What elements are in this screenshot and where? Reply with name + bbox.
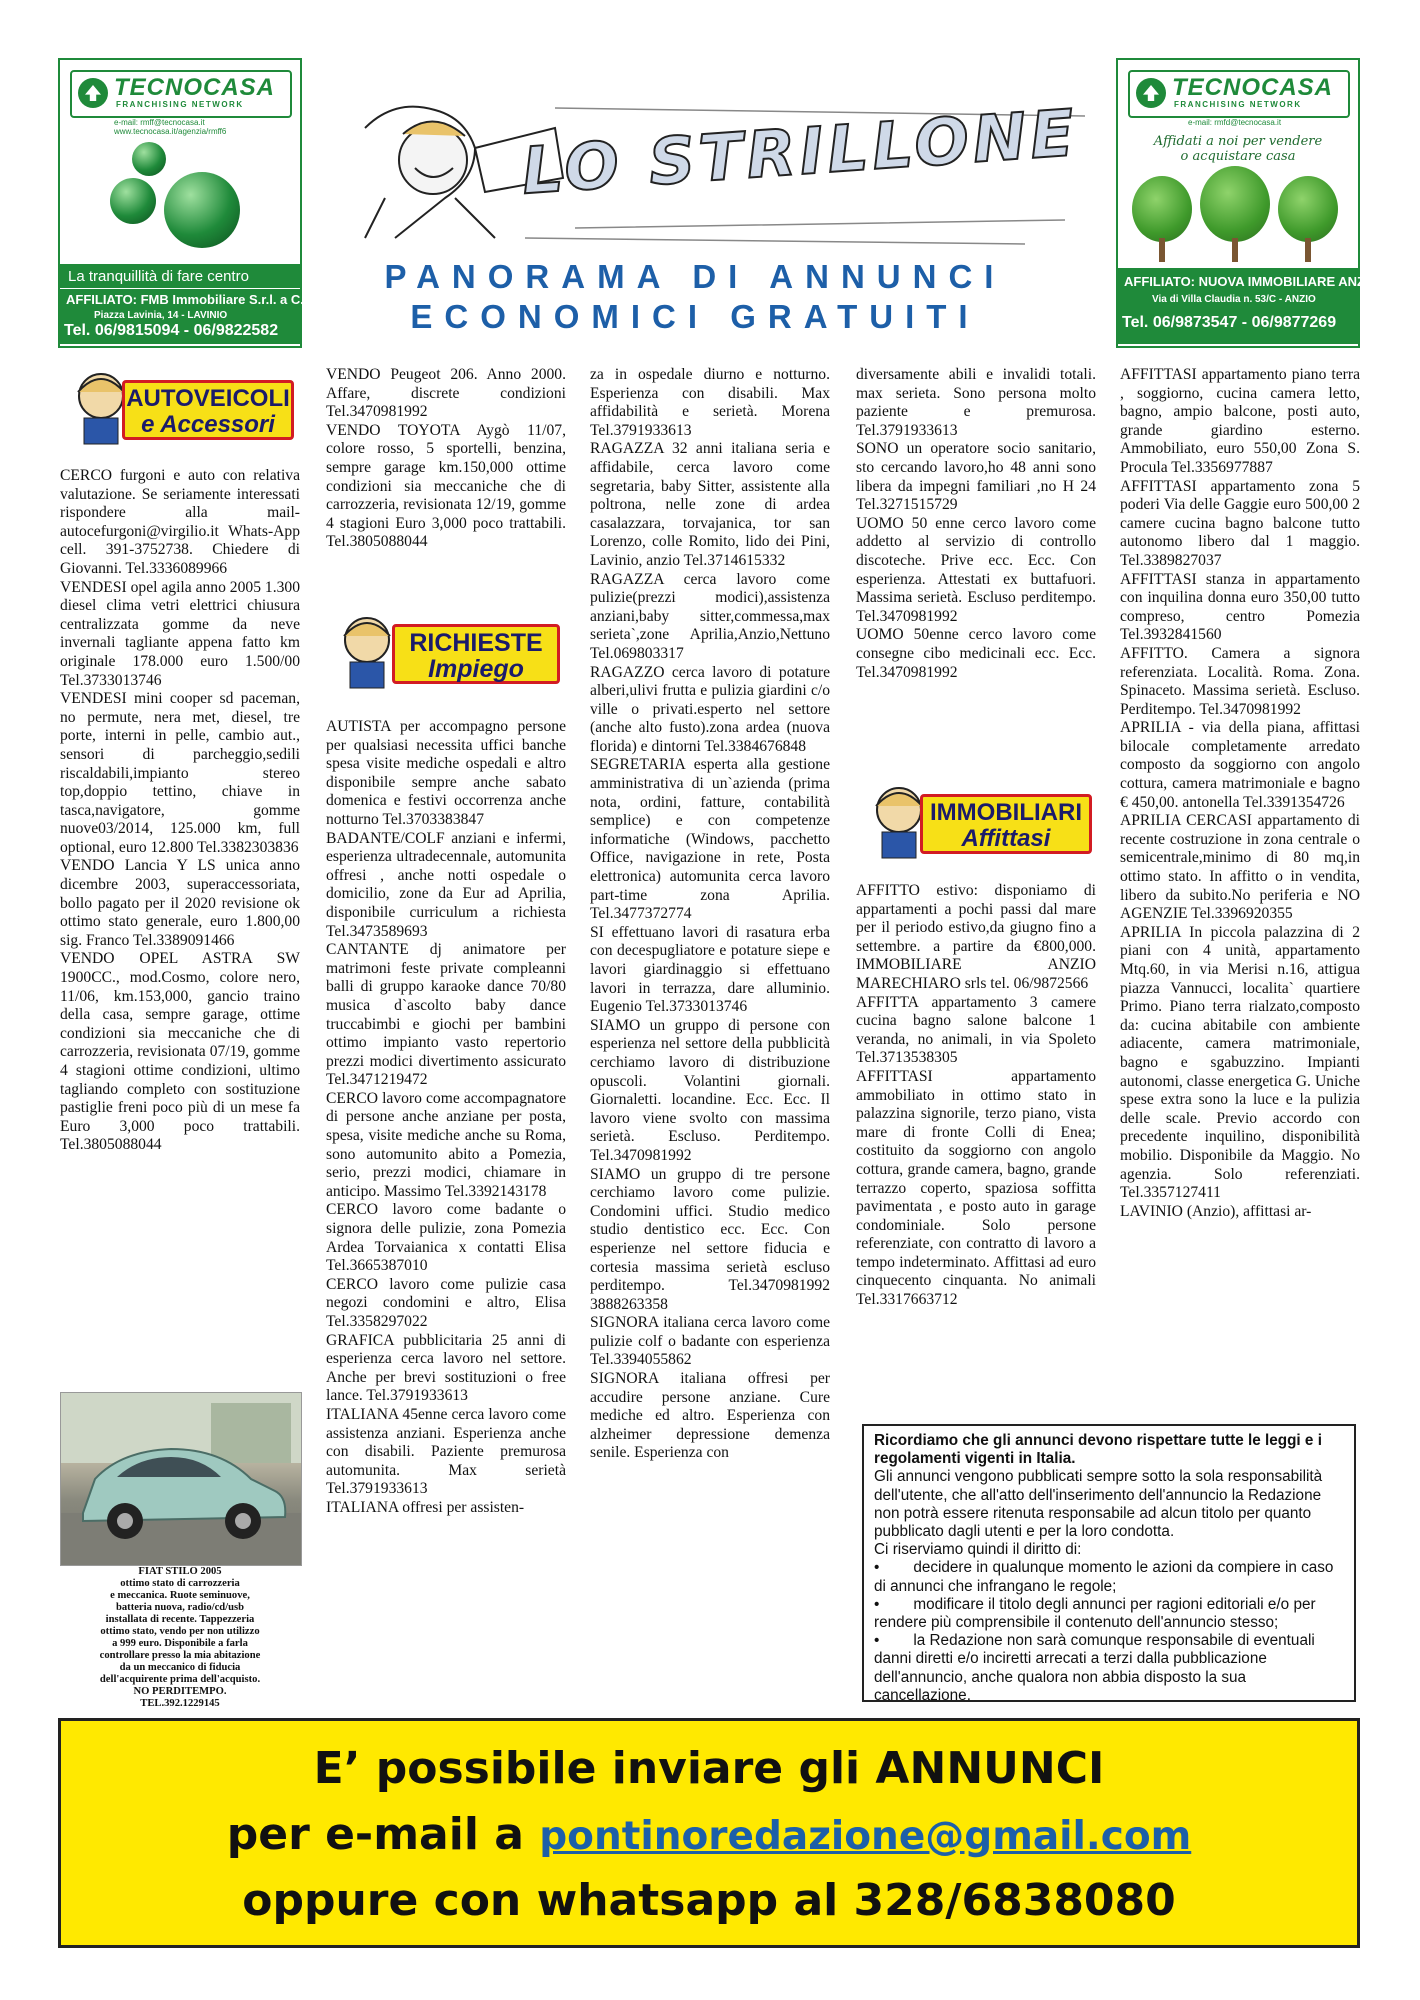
section-title: IMMOBILIARI	[930, 799, 1082, 826]
section-title: AUTOVEICOLI	[126, 385, 290, 412]
section-header-autoveicoli	[62, 362, 294, 452]
brand-network: FRANCHISING NETWORK	[116, 100, 244, 109]
section-header-immobiliari-affittasi	[860, 776, 1092, 866]
ball-icon	[110, 178, 156, 224]
brand-name: TECNOCASA	[114, 74, 276, 101]
classified-ad: CERCO lavoro come pulizie casa negozi condomini e altro, Elisa Tel.3358297022	[326, 1275, 566, 1330]
section-subtitle: Impiego	[428, 655, 524, 683]
caption-line: installata di recente. Tappezzeria	[105, 1614, 255, 1625]
banner-email-prefix: per e-mail a	[226, 1809, 524, 1860]
tree-house-icon	[1200, 166, 1270, 262]
bullet-icon: •	[874, 1595, 914, 1613]
rules-notice-box	[862, 1424, 1356, 1702]
classified-ad: ITALIANA offresi per assisten-	[326, 1498, 525, 1516]
caption-line: FIAT STILO 2005	[138, 1566, 222, 1577]
masthead-logo-text: LO STRILLONE	[519, 96, 1081, 210]
brand-name: TECNOCASA	[1172, 74, 1334, 101]
brand-network: FRANCHISING NETWORK	[1174, 100, 1302, 109]
column-5	[1120, 366, 1360, 1221]
caption-line: e meccanica. Ruote seminuove,	[110, 1590, 250, 1601]
classified-ad: SI effettuano lavori di rasatura erba con decespugliatore e potature siepe e lavori giardinaggio si effettuano lavori in terrazza, dare alluminio. Eugenio Tel.3733013746	[590, 923, 830, 1016]
classified-ad: CERCO furgoni e auto con relativa valutazione. Se seriamente interessati rispondere alla mail- autocefurgoni@virgilio.it Whats-App cell. 391-3752738. Chiedere di Giovanni. Tel.3336089966	[60, 467, 300, 577]
classified-ad: SIAMO un gruppo di persone con esperienza nel settore della pubblicità cerchiamo lavoro di distribuzione opuscoli. Volantini giornali. Giornaletti. locandine. Ecc. Ecc. Il lavoro viene svolto con massima serietà. Escluso. Perditempo. Tel.3470981992	[590, 1016, 830, 1164]
caption-line: TEL.392.1229145	[140, 1698, 220, 1709]
bullet-icon: •	[874, 1632, 914, 1650]
classified-ad: APRILIA In piccola palazzina di 2 piani con 4 unità, appartamento Mtq.60, in via Merisi n.16, attigua piazza Vannucci, localita` quartiere Primo. Piano terra rialzato,composto da: cucina abitabile con ambiente adiacente, camera matrimoniale, bagno e sgabuzzino. Impianti autonomi, classe energetica G. Uniche spese extra sono la luce e la pulizia delle scale. Previo accordo con precedente inquilino, disponibilità mobilio. Disponibile da Maggio. No agenzia. Solo referenziati. Tel.3357127411	[1120, 923, 1360, 1202]
divider	[60, 288, 300, 289]
tree-icon	[1278, 176, 1338, 262]
classified-ad: AFFITTASI appartamento ammobiliato in ottimo stato in palazzina signorile, terzo piano, vista mare di fronte Colli di Enea; costituito da soggiorno con angolo cottura, grande camera, bagno, grande terrazzo coperto, spaziosa soffitta pavimentata , e posto auto in garage condominiale. Solo persone referenziate, con contratto di lavoro a tempo indeterminato. Affittasi ad euro cinquecento cinquanta. No animali Tel.3317663712	[856, 1067, 1096, 1309]
notice-bullet	[874, 1632, 1344, 1705]
notice-bullet	[874, 1596, 1344, 1632]
classified-ad: RAGAZZA cerca lavoro come pulizie(prezzi modici),assistenza anziani,baby sitter,commessa,max serieta`,zone Aprilia,Anzio,Nettuno Tel.069803317	[590, 570, 830, 662]
masthead-logo	[325, 88, 1085, 250]
classified-ad: VENDO OPEL ASTRA SW 1900CC., mod.Cosmo, colore nero, 11/06, km.153,000, gancio traino della casa, sempre garage, ottime condizioni sia meccaniche che di carrozzeria, revisionata 07/19, gomme 4 stagioni ottime condizioni, ultimo tagliando completo con sostituzione pastiglie freni poco più di un mese fa Euro 3,000 poco trattabili. Tel.3805088044	[60, 950, 300, 1154]
tecnocasa-logo	[1128, 70, 1350, 118]
ad-email: e-mail: rmff@tecnocasa.it www.tecnocasa.it/agenzia/rmff6	[114, 118, 227, 136]
classified-ad: UOMO 50 enne cerco lavoro come addetto al servizio di controllo discoteche. Prive ecc. Ecc. Con esperienza. Attestati ex buttafuori. Massima serietà. Escluso perditempo. Tel.3470981992	[856, 514, 1096, 625]
column-2-top	[326, 366, 566, 552]
tree-icon	[1132, 176, 1192, 262]
ad-green-band	[1118, 268, 1379, 344]
caption-line: dell'acquirente prima dell'acquisto.	[99, 1674, 261, 1685]
notice-bullet	[874, 1559, 1344, 1595]
submit-ads-banner	[58, 1718, 1360, 1948]
tecnocasa-ad-right	[1116, 58, 1379, 348]
classified-ad: RAGAZZA 32 anni italiana seria e affidabile, cerca lavoro come segretaria, baby Sitter, assistente alla poltrona, nelle zone di ardea casalazzara, torvajanica, tor san Lorenzo, colle Romito, lido dei Pini, Lavinio, anzio Tel.3714615332	[590, 440, 830, 569]
classified-ad: SIGNORA italiana cerca lavoro come pulizie colf o badante con esperienza Tel.3394055862	[590, 1314, 830, 1369]
ad-slogan-line: o acquistare casa	[1180, 149, 1296, 164]
ball-icon	[132, 142, 166, 176]
column-3	[590, 366, 830, 1463]
tecnocasa-logo	[70, 70, 292, 118]
section-banner	[392, 624, 560, 684]
classified-ad: APRILIA - via della piana, affittasi bilocale completamente arredato composto da soggiorno con angolo cottura, camera matrimoniale e bagno € 450,00. antonella Tel.3391354726	[1120, 719, 1360, 811]
ad-phone: Tel. 06/9873547 - 06/9877269	[1122, 314, 1337, 331]
classified-ad: VENDO TOYOTA Aygò 11/07, colore rosso, 5 sportelli, benzina, sempre garage km.150,000 ottime condizioni sia meccaniche che di carrozzeria, revisionata 12/19, gomme 4 stagioni Euro 3,000 poco trattabili. Tel.3805088044	[326, 421, 566, 551]
bullet-text: modificare il titolo degli annunci per ragioni editoriali e/o per rendere più comprensibile il contenuto dell'annuncio stesso;	[874, 1595, 1316, 1632]
bullet-text: la Redazione non sarà comunque responsabile di eventuali danni diretti e/o inciretti arrecati a terzi dalla pubblicazione dell'annuncio, anche qualora non abbia disposto la sua cancellazione.	[874, 1632, 1315, 1704]
classified-ad: diversamente abili e invalidi totali. max serieta. Sono persona molto paziente e premurosa. Tel.3791933613	[856, 366, 1096, 439]
classified-ad: CERCO lavoro come badante o signora delle pulizie, zona Pomezia Ardea Torvaianica x contatti Elisa Tel.3665387010	[326, 1201, 566, 1275]
classified-ad: CERCO lavoro come accompagnatore di persone anche anziane per posta, spesa, visite mediche anche su Roma, sono automunito abito a Pomezia, serio, prezzi modici, chiamare in anticipo. Massimo Tel.3392143178	[326, 1089, 566, 1200]
classified-ad: SONO un operatore socio sanitario, sto cercando lavoro,ho 48 anni sono libera da impegni familiari ,no H 24 Tel.3271515729	[856, 440, 1096, 514]
ad-email: e-mail: rmfd@tecnocasa.it	[1188, 118, 1282, 127]
classified-ad: VENDESI mini cooper sd paceman, no permute, nera met, diesel, tre porte, interni in pelle, cambio aut., sensori di parcheggio,sedili riscaldabili,impianto stereo top,doppio tettino, chiave in tasca,navigatore, gomme nuove03/2014, 125.000 km, full optional, euro 12.800 Tel.3382303836	[60, 690, 300, 856]
car-icon	[61, 1393, 301, 1565]
ad-phone: Tel. 06/9815094 - 06/9822582	[64, 322, 279, 339]
ad-address: Via di Villa Claudia n. 53/C - ANZIO	[1152, 294, 1316, 305]
classified-ad: UOMO 50enne cerco lavoro come consegne cibo medicinali ecc. Ecc. Tel.3470981992	[856, 626, 1096, 681]
notice-heading: Ricordiamo che gli annunci devono rispettare tutte le leggi e i regolamenti vigenti in Italia.	[874, 1432, 1322, 1468]
ball-icon	[164, 172, 240, 248]
classified-ad: AFFITTO estivo: disponiamo di appartamenti a pochi passi dal mare per il periodo estivo,da giugno fino a settembre. a partire da €800,000. IMMOBILIARE ANZIO MARECHIARO srls tel. 06/9872566	[856, 882, 1096, 992]
bullet-icon: •	[874, 1559, 914, 1577]
classified-ad: BADANTE/COLF anziani e infermi, esperienza ultradecennale, automunita offresi , anche notti ospedale o domicilio, zone da Eur ad Aprilia, disponibile curriculum a richiesta Tel.3473589693	[326, 829, 566, 940]
ad-address: Piazza Lavinia, 14 - LAVINIO	[94, 310, 228, 321]
house-icon	[78, 78, 108, 108]
classified-ad: VENDO Peugeot 206. Anno 2000. Affare, discrete condizioni Tel.3470981992	[326, 366, 566, 421]
caption-line: controllare presso la mia abitazione	[99, 1650, 261, 1661]
caption-line: NO PERDITEMPO.	[133, 1686, 227, 1697]
tecnocasa-ad-left	[58, 58, 317, 348]
classified-ad: ITALIANA 45enne cerca lavoro come assistenza anziani. Esperienza anche con disabili. Paziente premurosa automunita. Max serietà Tel.3791933613	[326, 1405, 566, 1498]
classified-ad: SEGRETARIA esperta alla gestione amministrativa di un`azienda (prima nota, ordini, fatture, contabilità semplice) e con competenze informatiche (Windows, pacchetto Office, navigazione in rete, Posta elettronica) automunita cerca lavoro part-time zona Aprilia. Tel.3477372774	[590, 756, 830, 923]
ad-slogan	[1118, 134, 1358, 164]
section-banner	[122, 380, 294, 440]
car-caption	[60, 1566, 300, 1710]
bullet-text: decidere in qualunque momento le azioni da compiere in caso di annunci che infrangano le regole;	[874, 1559, 1334, 1595]
page-title-line-2: ECONOMICI GRATUITI	[410, 298, 980, 335]
ad-slogan-line: Affidati a noi per vendere	[1153, 134, 1323, 149]
caption-line: ottimo stato di carrozzeria	[120, 1578, 240, 1589]
classified-ad: AUTISTA per accompagno persone per qualsiasi necessita uffici banche spesa visite mediche ospedali e altro disponibile sempre anche sabato domenica e festivi occorrenza anche notturno Tel.3703383847	[326, 718, 566, 828]
page-title-line-1: PANORAMA DI ANNUNCI	[384, 258, 1006, 295]
classified-ad: CANTANTE dj animatore per matrimoni feste private compleanni balli di gruppo karaoke dance 70/80 musica d`ascolto baby dance truccabimbi e giochi per bambini ottimo impianto vasto repertorio prezzi modici divertimento assicurato Tel.3471219472	[326, 941, 566, 1089]
column-2-bottom	[326, 718, 566, 1518]
ad-green-band	[60, 264, 317, 344]
caption-line: batteria nuova, radio/cd/usb	[115, 1602, 245, 1613]
section-title: RICHIESTE	[409, 629, 543, 657]
classified-ad: za in ospedale diurno e notturno. Esperienza con disabili. Max affidabilità e serietà. Morena Tel.3791933613	[590, 366, 830, 439]
classified-ad: APRILIA CERCASI appartamento di recente costruzione in zona centrale o semicentrale,minimo di 80 mq,in ottimo stato. In affitto o in vendita, libero da subito.No periferia e NO AGENZIE Tel.3396920355	[1120, 812, 1360, 923]
section-subtitle: Affittasi	[961, 825, 1051, 852]
caption-line: a 999 euro. Disponibile a farla	[112, 1638, 248, 1649]
caption-line: ottimo stato, vendo per non utilizzo	[100, 1626, 260, 1637]
notice-paragraph: Ci riserviamo quindi il diritto di:	[874, 1541, 1082, 1559]
classified-ad: AFFITTASI stanza in appartamento con inquilina donna euro 350,00 tutto compreso, centro Pomezia Tel.3932841560	[1120, 570, 1360, 644]
house-icon	[1136, 78, 1166, 108]
classified-ad: VENDESI opel agila anno 2005 1.300 diesel clima vetri elettrici chiusura centralizzata gomme da neve invernali tagliante appena fatto km originale 178.000 euro 1.500/00 Tel.3733013746	[60, 578, 300, 689]
car-photo	[60, 1392, 302, 1566]
ad-slogan: La tranquillità di fare centro	[68, 268, 249, 285]
column-4-top	[856, 366, 1096, 682]
classified-ad: GRAFICA pubblicitaria 25 anni di esperienza cerca lavoro nel settore. Anche per brevi sostituzioni o free lance. Tel.3791933613	[326, 1331, 566, 1405]
classified-ad: AFFITTASI appartamento zona 5 poderi Via delle Gaggie euro 500,00 2 camere cucina bagno balcone tutto autonomo libero dal 1 maggio. Tel.3389827037	[1120, 477, 1360, 569]
classified-ad: SIAMO un gruppo di tre persone cerchiamo lavoro come pulizie. Condomini uffici. Studio medico studio dentistico ecc. Ecc. Con esperienze nel settore fiducia e cortesia massima serietà escluso perditempo. Tel.3470981992 3888263358	[590, 1165, 830, 1313]
ad-affiliate: AFFILIATO: NUOVA IMMOBILIARE ANZIO	[1124, 274, 1379, 289]
banner-line-1: E’ possibile inviare gli ANNUNCI	[313, 1743, 1105, 1794]
banner-line-3: oppure con whatsapp al 328/6838080	[242, 1875, 1176, 1926]
section-subtitle: e Accessori	[141, 411, 275, 438]
section-header-richieste-impiego	[328, 606, 560, 696]
notice-paragraph: Gli annunci vengono pubblicati sempre sotto la sola responsabilità dell'utente, che all'atto dell'inserimento dell'annuncio la Redazione non potrà essere ritenuta responsabile ad alcun titolo per quanto pubblicato dagli utenti e per la loro condotta.	[874, 1468, 1323, 1541]
classified-ad: AFFITTO. Camera a signora referenziata. Località. Roma. Zona. Spinaceto. Massima serietà. Escluso. Perditempo. Tel.3470981992	[1120, 644, 1360, 718]
classified-ad: VENDO Lancia Y LS unica anno dicembre 2003, superaccessoriata, bollo pagato per il 2020 revisione ok ottimo stato generale, euro 1.800,00 sig. Franco Tel.3389091466	[60, 857, 300, 949]
classified-ad: SIGNORA italiana offresi per accudire persone anziane. Cure mediche ed altro. Esperienza con alzheimer depressione demenza senile. Esperienza con	[590, 1370, 830, 1462]
classified-ad: AFFITTASI appartamento piano terra , soggiorno, cucina camera letto, bagno, ampio balcone, posti auto, grande giardino esterno. Ammobiliato, euro 550,00 Zona S. Procula Tel.3356977887	[1120, 366, 1360, 476]
ad-affiliate: AFFILIATO: FMB Immobiliare S.r.l. a C.R.	[66, 292, 317, 307]
classified-ad: AFFITTA appartamento 3 camere cucina bagno salone balcone 1 veranda, no animali, in via Spoleto Tel.3713538305	[856, 993, 1096, 1067]
email-link[interactable]: pontinoredazione@gmail.com	[539, 1814, 1192, 1859]
section-banner	[920, 794, 1092, 854]
column-4-bottom	[856, 882, 1096, 1310]
classified-ad: RAGAZZO cerca lavoro di potature alberi,ulivi frutta e pulizia giardini c/o ville o privati.esperto nel settore (anche alto fusto).zona ardea (nuova florida) e dintorni Tel.3384676848	[590, 663, 830, 755]
caption-line: da un meccanico di fiducia	[119, 1662, 241, 1673]
banner-line-2	[61, 1809, 1357, 1860]
column-1	[60, 467, 300, 1155]
classified-ad: LAVINIO (Anzio), affittasi ar-	[1120, 1202, 1312, 1220]
